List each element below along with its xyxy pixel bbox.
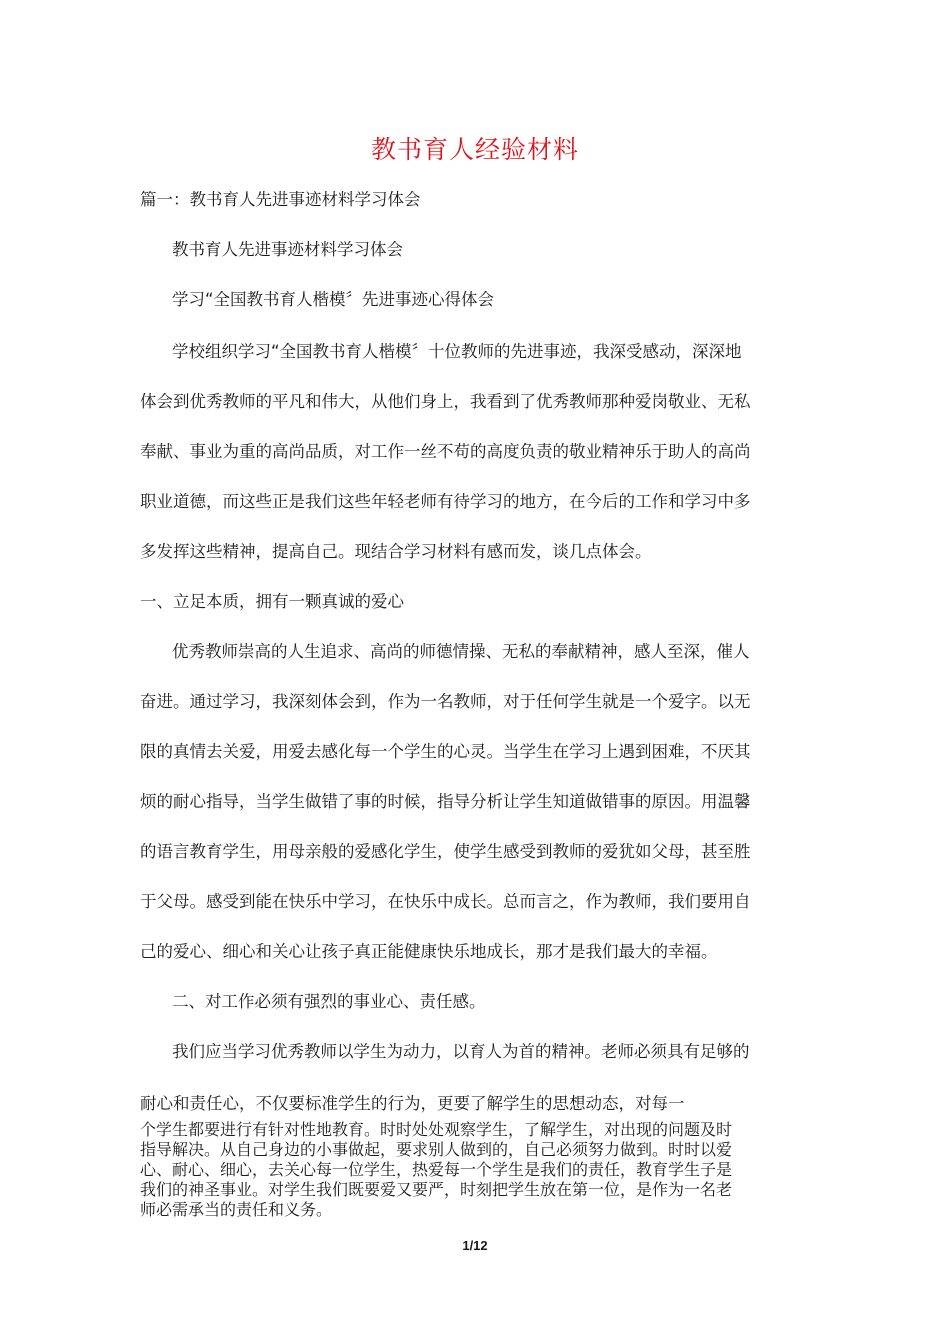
paragraph-line: 奋进。通过学习，我深刻体会到，作为一名教师，对于任何学生就是一个爱字。以无 [140, 692, 751, 711]
paragraph-line: 个学生都要进行有针对性地教育。时时处处观察学生，了解学生，对出现的问题及时 [140, 1120, 733, 1139]
paragraph-line: 多发挥这些精神，提高自己。现结合学习材料有感而发，谈几点体会。 [140, 542, 652, 561]
paragraph-line: 体会到优秀教师的平凡和伟大，从他们身上，我看到了优秀教师那种爱岗敬业、无私 [140, 392, 751, 411]
paragraph-line: 于父母。感受到能在快乐中学习，在快乐中成长。总而言之，作为教师，我们要用自 [140, 892, 751, 911]
section-heading: 篇一：教书育人先进事迹材料学习体会 [140, 190, 421, 209]
subheading: 教书育人先进事迹材料学习体会 [172, 240, 403, 259]
paragraph-line: 优秀教师崇高的人生追求、高尚的师德情操、无私的奉献精神，感人至深，催人 [172, 642, 750, 661]
paragraph-line: 的语言教育学生，用母亲般的爱感化学生，使学生感受到教师的爱犹如父母，甚至胜 [140, 842, 751, 861]
paragraph-line: 指导解决。从自己身边的小事做起，要求别人做到的，自己必须努力做到。时时以爱 [140, 1140, 733, 1159]
paragraph-line: 奉献、事业为重的高尚品质，对工作一丝不苟的高度负责的敬业精神乐于助人的高尚 [140, 442, 751, 461]
section-heading: 二、对工作必须有强烈的事业心、责任感。 [172, 992, 486, 1011]
paragraph-line: 学校组织学习“全国教书育人楷模〞十位教师的先进事迹，我深受感动，深深地 [172, 342, 742, 361]
section-heading: 一、立足本质，拥有一颗真诚的爱心 [140, 592, 404, 611]
paragraph-line: 烦的耐心指导，当学生做错了事的时候，指导分析让学生知道做错事的原因。用温馨 [140, 792, 751, 811]
document-title: 教书育人经验材料 [370, 135, 579, 164]
paragraph-line: 我们应当学习优秀教师以学生为动力，以育人为首的精神。老师必须具有足够的 [172, 1042, 750, 1061]
paragraph-line: 我们的神圣事业。对学生我们既要爱又要严，时刻把学生放在第一位，是作为一名老 [140, 1180, 733, 1199]
paragraph-line: 耐心和责任心，不仅要标准学生的行为，更要了解学生的思想动态，对每一 [140, 1094, 685, 1113]
paragraph-line: 职业道德，而这些正是我们这些年轻老师有待学习的地方，在今后的工作和学习中多 [140, 492, 751, 511]
subheading: 学习“全国教书育人楷模〞先进事迹心得体会 [172, 290, 495, 309]
paragraph-line: 心、耐心、细心，去关心每一位学生，热爱每一个学生是我们的责任，教育学生子是 [140, 1160, 733, 1179]
paragraph-line: 师必需承当的责任和义务。 [140, 1200, 333, 1219]
paragraph-line: 限的真情去关爱，用爱去感化每一个学生的心灵。当学生在学习上遇到困难，不厌其 [140, 742, 751, 761]
page-number: 1/12 [462, 1238, 488, 1253]
paragraph-line: 己的爱心、细心和关心让孩子真正能健康快乐地成长，那才是我们最大的幸福。 [140, 942, 718, 961]
